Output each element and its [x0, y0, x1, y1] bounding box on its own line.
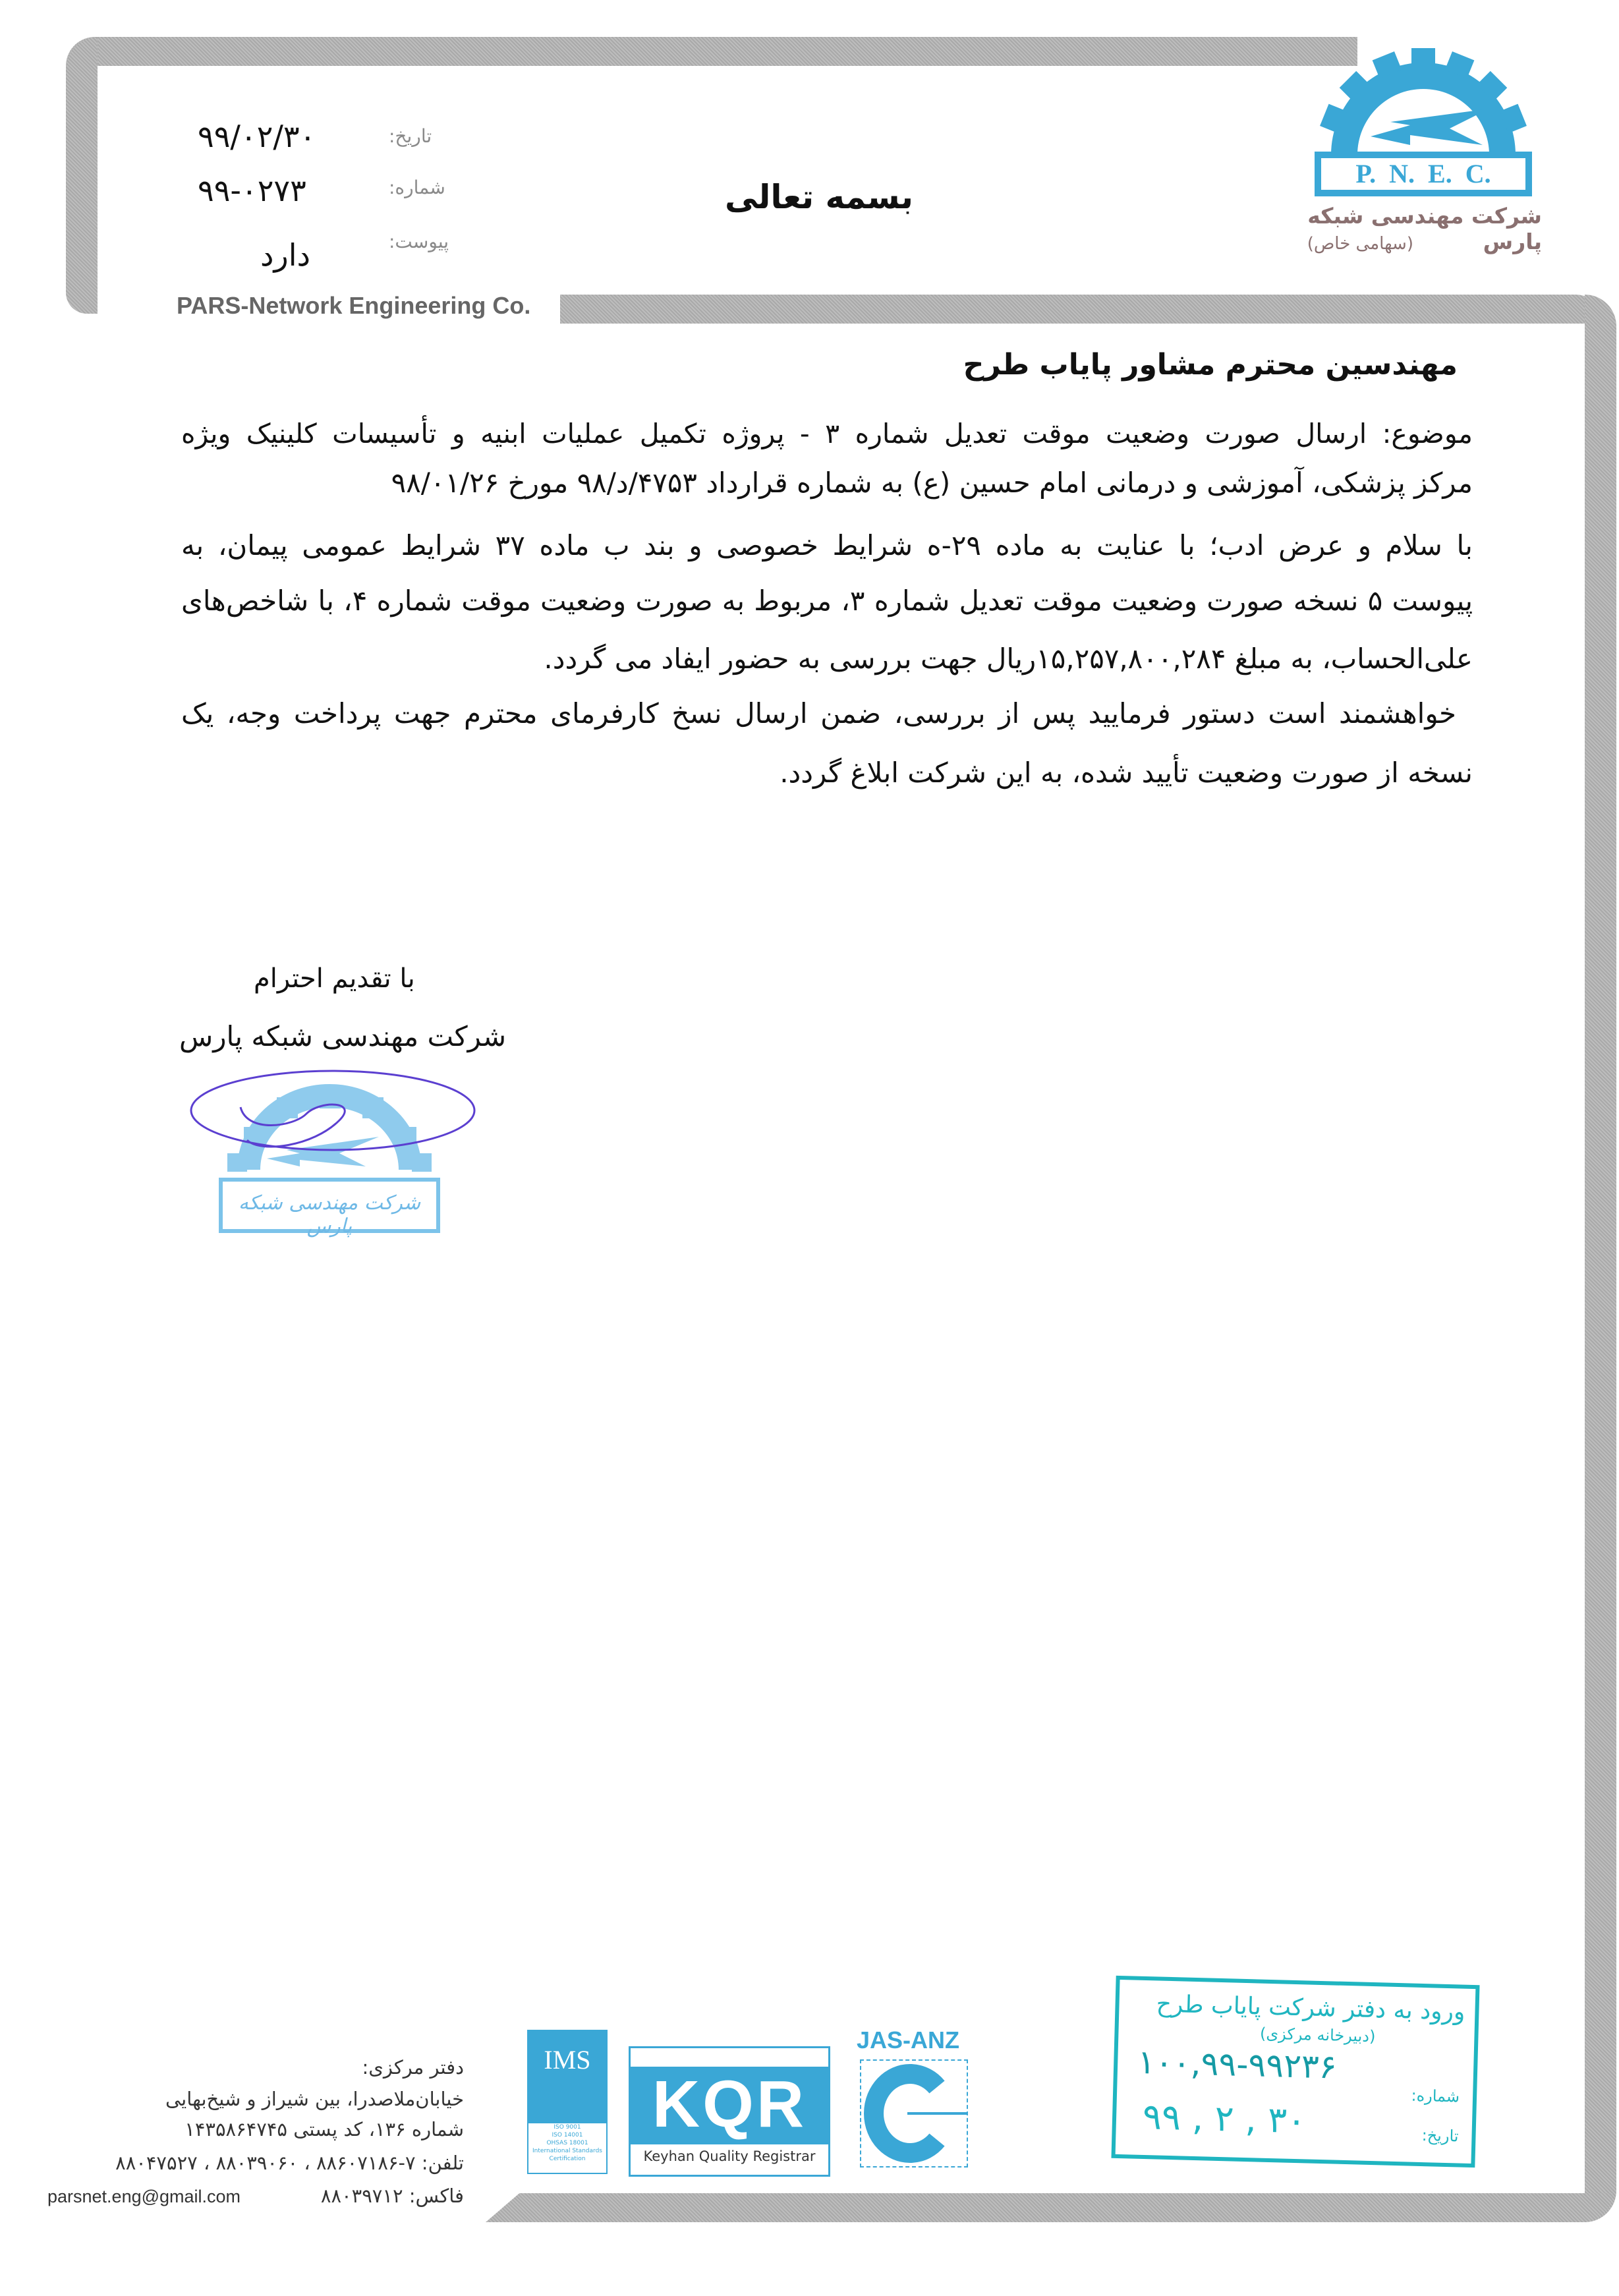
body-line: خواهشمند است دستور فرمایید پس از بررسی، ضمن ارسال نسخ کارفرمای محترم جهت پرداخت وجه، یک [181, 697, 1456, 730]
body-line: علی‌الحساب، به مبلغ ۱۵,۲۵۷,۸۰۰,۲۸۴ریال جهت بررسی به حضور ایفاد می گردد. [544, 643, 1473, 675]
date-label: تاریخ: [389, 125, 432, 147]
stamp-subtitle: (دبیرخانه مرکزی) [1259, 2024, 1376, 2046]
footer-office-label: دفتر مرکزی: [362, 2056, 464, 2079]
footer-phone: تلفن: ۷-۸۸۶۰۷۱۸۶ ، ۸۸۰۳۹۰۶۰ ، ۸۸۰۴۷۵۲۷ [115, 2152, 464, 2174]
addressee: مهندسین محترم مشاور پایاب طرح [963, 348, 1458, 382]
ims-cert-logo [527, 2030, 608, 2174]
company-logo [1292, 46, 1555, 270]
receipt-stamp [1111, 1976, 1479, 2167]
body-line: مرکز پزشکی، آموزشی و درمانی امام حسین (ع) به شماره قرارداد ۴۷۵۳/د/۹۸ مورخ ۹۸/۰۱/۲۶ [391, 467, 1473, 499]
stamp-number-label: شماره: [1411, 2086, 1460, 2106]
ims-line: International Standards Certification [532, 2148, 602, 2162]
kqr-cert-logo [629, 2046, 830, 2177]
number-value: ۹۹-۰۲۷۳ [198, 173, 306, 208]
frame-left-bar [66, 37, 98, 314]
signatory: شرکت مهندسی شبکه پارس [179, 1020, 507, 1052]
jas-anz-logo [860, 2059, 968, 2167]
body-line: نسخه از صورت وضعیت تأیید شده، به این شرکت ابلاغ گردد. [780, 757, 1473, 789]
company-name-en: PARS-Network Engineering Co. [177, 292, 531, 319]
ims-line: ISO 9001 [554, 2124, 581, 2131]
body-line: موضوع: ارسال صورت وضعیت موقت تعدیل شماره ۳ - پروژه تکمیل عملیات ابنیه و تأسیسات کلینیک ویژه [181, 418, 1473, 449]
attachment-label: پیوست: [389, 231, 449, 252]
frame-right-bar [1585, 295, 1616, 2222]
seal-text: شرکت مهندسی شبکه پارس [238, 1191, 421, 1238]
frame-header-bottom-bar [560, 295, 1605, 324]
frame-bottom-bar [486, 2193, 1612, 2222]
attachment-value: دارد [260, 237, 310, 273]
logo-company-fa: شرکت مهندسی شبکه پارس [1307, 203, 1542, 254]
date-value: ۹۹/۰۲/۳۰ [198, 119, 316, 154]
ims-label: IMS [528, 2031, 606, 2123]
number-label: شماره: [389, 177, 445, 198]
closing: با تقدیم احترام [254, 963, 415, 994]
footer-address-1: خیابان‌ملاصدرا، بین شیراز و شیخ‌بهایی [165, 2088, 464, 2110]
jas-anz-label: JAS-ANZ [857, 2026, 960, 2053]
frame-top-bar [66, 37, 1357, 66]
invocation: بسمه تعالی [725, 178, 914, 216]
logo-initials: P. N. E. C. [1355, 159, 1491, 188]
stamp-date-label: تاریخ: [1421, 2126, 1459, 2146]
footer-address-2: شماره ۱۳۶، کد پستی ۱۴۳۵۸۶۴۷۴۵ [185, 2118, 464, 2140]
footer-email: parsnet.eng@gmail.com [47, 2187, 241, 2206]
stamp-number-value: ۱۰۰,۹۹-۹۹۲۳۶ [1137, 2042, 1338, 2086]
kqr-name: Keyhan Quality Registrar [631, 2142, 828, 2164]
company-seal [188, 1061, 484, 1259]
ims-line: ISO 14001 [552, 2132, 583, 2138]
logo-company-type: (سهامی خاص) [1307, 234, 1413, 254]
ims-line: OHSAS 18001 [546, 2140, 588, 2146]
footer-fax: فاکس: ۸۸۰۳۹۷۱۲ [320, 2185, 464, 2207]
jas-anz-c-icon [861, 2061, 967, 2166]
stamp-title: ورود به دفتر شرکت پایاب طرح [1156, 1990, 1465, 2026]
body-line: با سلام و عرض ادب؛ با عنایت به ماده ۲۹-ه شرایط خصوصی و بند ب ماده ۳۷ شرایط عمومی پیمان، به [181, 529, 1473, 561]
stamp-date-value: ۹۹ , ۲ , ۳۰ [1142, 2095, 1307, 2142]
body-line: پیوست ۵ نسخه صورت وضعیت موقت تعدیل شماره ۳، مربوط به صورت وضعیت موقت شماره ۴، با شاخص‌های [181, 585, 1473, 617]
kqr-label: KQR [631, 2067, 828, 2142]
